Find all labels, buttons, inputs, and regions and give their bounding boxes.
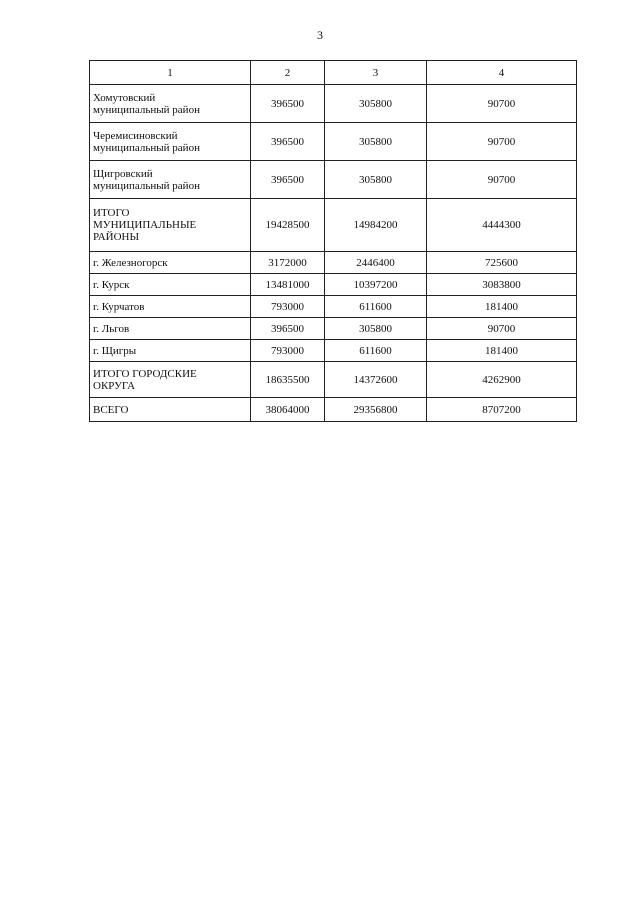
row-value-col2: 38064000 (251, 398, 325, 422)
row-value-col3: 305800 (325, 123, 427, 161)
row-value-col4: 181400 (427, 296, 577, 318)
table-row (90, 318, 577, 340)
row-value-col2: 793000 (251, 340, 325, 362)
row-value-col2: 396500 (251, 123, 325, 161)
row-name: Щигровский муниципальный район (90, 161, 251, 199)
row-value-col2: 18635500 (251, 362, 325, 398)
table-row (90, 252, 577, 274)
row-value-col4: 3083800 (427, 274, 577, 296)
table-row (90, 340, 577, 362)
row-value-col4: 90700 (427, 318, 577, 340)
table-header-row (90, 61, 577, 85)
column-header-1: 1 (90, 61, 251, 85)
table-row (90, 123, 577, 161)
page-number: 3 (317, 28, 323, 42)
table-row (90, 161, 577, 199)
row-value-col4: 181400 (427, 340, 577, 362)
row-name: г. Щигры (90, 340, 251, 362)
row-value-col3: 2446400 (325, 252, 427, 274)
column-header-2: 2 (251, 61, 325, 85)
row-value-col4: 4262900 (427, 362, 577, 398)
table-row (90, 85, 577, 123)
row-value-col4: 90700 (427, 123, 577, 161)
row-value-col2: 396500 (251, 85, 325, 123)
row-value-col2: 3172000 (251, 252, 325, 274)
row-value-col4: 90700 (427, 161, 577, 199)
row-value-col3: 10397200 (325, 274, 427, 296)
row-name: ИТОГО МУНИЦИПАЛЬНЫЕ РАЙОНЫ (90, 199, 251, 252)
column-header-4: 4 (427, 61, 577, 85)
row-value-col2: 13481000 (251, 274, 325, 296)
row-value-col3: 14984200 (325, 199, 427, 252)
data-table (89, 60, 577, 422)
row-value-col4: 725600 (427, 252, 577, 274)
table-row (90, 296, 577, 318)
row-name: Черемисиновский муниципальный район (90, 123, 251, 161)
table-row (90, 274, 577, 296)
row-name: г. Курск (90, 274, 251, 296)
row-value-col2: 396500 (251, 161, 325, 199)
row-name: г. Льгов (90, 318, 251, 340)
row-value-col3: 305800 (325, 161, 427, 199)
row-value-col3: 14372600 (325, 362, 427, 398)
row-name: Хомутовский муниципальный район (90, 85, 251, 123)
row-name: г. Курчатов (90, 296, 251, 318)
table-row-total (90, 398, 577, 422)
row-value-col3: 305800 (325, 85, 427, 123)
row-value-col3: 29356800 (325, 398, 427, 422)
row-value-col3: 305800 (325, 318, 427, 340)
row-name: г. Железногорск (90, 252, 251, 274)
row-name: ВСЕГО (90, 398, 251, 422)
row-value-col4: 90700 (427, 85, 577, 123)
row-value-col4: 4444300 (427, 199, 577, 252)
row-value-col3: 611600 (325, 296, 427, 318)
row-value-col2: 793000 (251, 296, 325, 318)
row-value-col2: 19428500 (251, 199, 325, 252)
row-value-col4: 8707200 (427, 398, 577, 422)
table-row-subtotal (90, 362, 577, 398)
row-name: ИТОГО ГОРОДСКИЕ ОКРУГА (90, 362, 251, 398)
row-value-col2: 396500 (251, 318, 325, 340)
column-header-3: 3 (325, 61, 427, 85)
table-row-subtotal (90, 199, 577, 252)
row-value-col3: 611600 (325, 340, 427, 362)
